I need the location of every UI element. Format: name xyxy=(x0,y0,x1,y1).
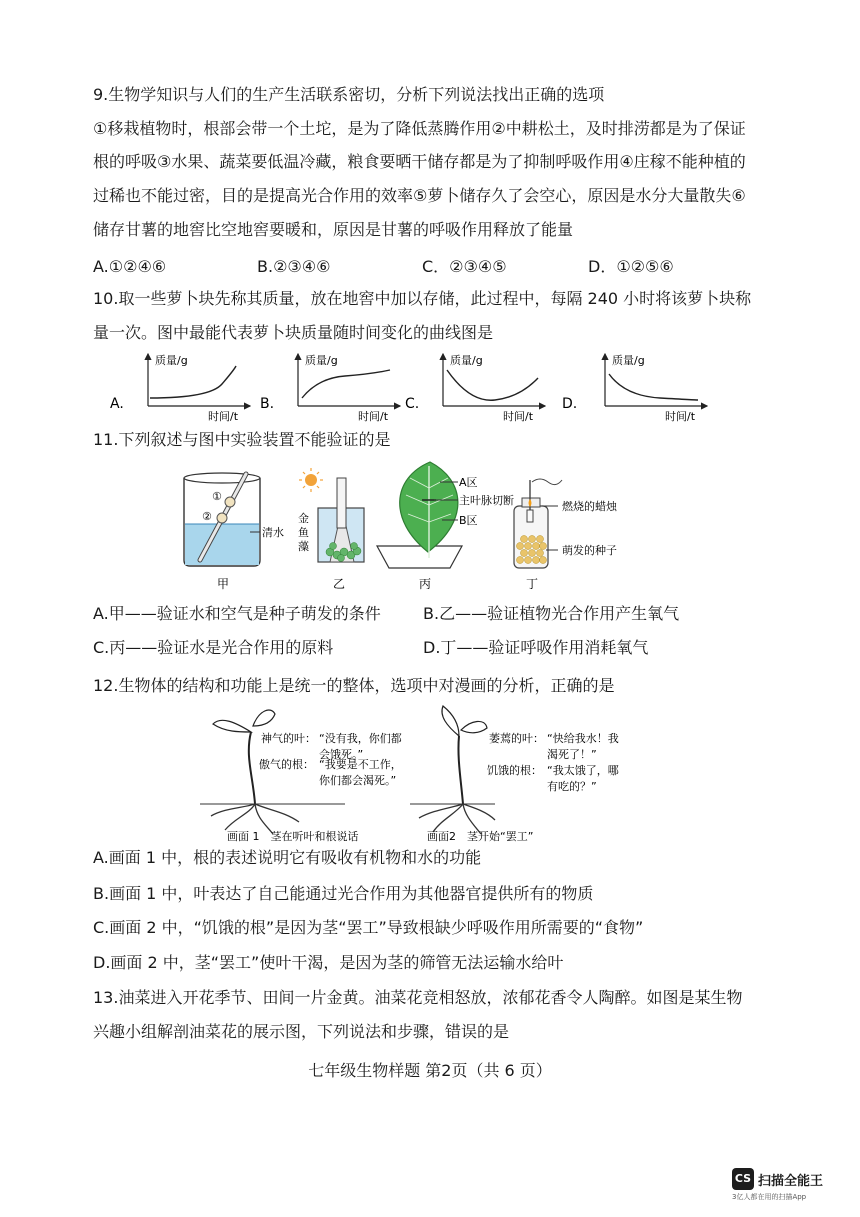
graph-a-xlabel: 时间/t xyxy=(208,410,239,423)
q11-option-a: A.甲——验证水和空气是种子萌发的条件 xyxy=(93,604,381,623)
graph-b-letter: B. xyxy=(260,396,275,412)
q11-option-c: C.丙——验证水是光合作用的原料 xyxy=(93,638,334,657)
q13-line-1: 13.油菜进入开花季节、田间一片金黄。油菜花竞相怒放，浓郁花香令人陶醉。如图是某生物 xyxy=(93,988,743,1007)
graph-d xyxy=(562,353,707,423)
graph-c-curve xyxy=(447,370,538,400)
p2-root-line1: “我太饿了，哪 xyxy=(547,764,619,777)
q9-option-c: C．②③④⑤ xyxy=(422,257,507,276)
q10-line-2: 量一次。图中最能代表萝卜块质量随时间变化的曲线图是 xyxy=(93,323,494,342)
graph-b-xlabel: 时间/t xyxy=(358,410,389,423)
p1-leaf-label: 神气的叶： xyxy=(261,732,316,745)
p2-leaf-line1: “快给我水！我 xyxy=(547,732,619,745)
comic-panel-2 xyxy=(410,706,619,843)
alga-label-1: 金 xyxy=(298,512,309,525)
q9-line-3: 过稀也不能过密，目的是提高光合作用的效率⑤萝卜储存久了会空心，原因是水分大量散失⑥ xyxy=(93,186,746,205)
graph-d-ylabel: 质量/g xyxy=(612,354,645,367)
p1-root-label: 傲气的根： xyxy=(259,758,314,771)
graph-b-curve xyxy=(302,370,390,398)
q9-line-2: 根的呼吸③水果、蔬菜要低温冷藏，粮食要晒干储存都是为了抑制呼吸作用④庄稼不能种植的 xyxy=(93,152,746,171)
q9-option-d: D．①②⑤⑥ xyxy=(588,257,674,276)
alga-label-2: 鱼 xyxy=(298,526,309,539)
seed-1-label: ① xyxy=(212,490,222,503)
q9-line-1: ①移栽植物时，根部会带一个土坨，是为了降低蒸腾作用②中耕松土，及时排涝都是为了保证 xyxy=(93,119,746,138)
q9-option-a: A.①②④⑥ xyxy=(93,257,167,276)
aquatic-plant-apparatus xyxy=(298,468,364,591)
q12-option-b: B.画面 1 中，叶表达了自己能通过光合作用为其他器官提供所有的物质 xyxy=(93,884,594,903)
zone-b-label: B区 xyxy=(459,514,478,527)
candle-jar-apparatus xyxy=(514,479,618,591)
q12-stem: 12.生物体的结构和功能上是统一的整体，选项中对漫画的分析，正确的是 xyxy=(93,676,615,695)
q11-option-b: B.乙——验证植物光合作用产生氧气 xyxy=(423,604,680,623)
label-yi: 乙 xyxy=(333,577,346,591)
scanner-logo-icon: CS xyxy=(732,1168,754,1190)
graph-c-letter: C. xyxy=(405,396,420,412)
q9-option-b: B.②③④⑥ xyxy=(257,257,331,276)
graph-c xyxy=(405,353,545,423)
vein-label: 主叶脉切断 xyxy=(459,494,514,507)
graph-d-xlabel: 时间/t xyxy=(665,410,696,423)
zone-a-label: A区 xyxy=(459,476,478,489)
graph-b xyxy=(260,353,400,423)
graph-a-curve xyxy=(150,366,236,398)
q13-line-2: 兴趣小组解剖油菜花的展示图，下列说法和步骤，错误的是 xyxy=(93,1022,510,1041)
scanner-tagline: 3亿人都在用的扫描App xyxy=(732,1193,807,1201)
q11-stem: 11.下列叙述与图中实验装置不能验证的是 xyxy=(93,430,391,449)
leaf-apparatus xyxy=(377,462,514,591)
page-footer: 七年级生物样题 第2页（共 6 页） xyxy=(308,1061,552,1080)
graph-b-ylabel: 质量/g xyxy=(305,354,338,367)
graph-a-ylabel: 质量/g xyxy=(155,354,188,367)
sun-icon xyxy=(305,474,317,486)
q12-option-d: D.画面 2 中，茎“罢工”使叶干渴，是因为茎的筛管无法运输水给叶 xyxy=(93,953,564,972)
p1-caption: 画面 1 茎在听叶和根说话 xyxy=(227,830,359,843)
candle-label: 燃烧的蜡烛 xyxy=(562,500,617,513)
water-label: 清水 xyxy=(262,526,284,539)
graph-c-ylabel: 质量/g xyxy=(450,354,483,367)
p2-leaf-label: 萎蔫的叶： xyxy=(489,732,544,745)
seed-2-label: ② xyxy=(202,510,212,523)
label-bing: 丙 xyxy=(419,577,432,591)
beaker-apparatus xyxy=(184,473,284,591)
graph-a-letter: A. xyxy=(110,396,124,412)
graph-d-curve xyxy=(609,374,698,400)
graph-d-letter: D. xyxy=(562,396,578,412)
p2-caption: 画面2 茎开始“罢工” xyxy=(427,830,534,843)
q12-option-c: C.画面 2 中，“饥饿的根”是因为茎“罢工”导致根缺少呼吸作用所需要的“食物” xyxy=(93,918,644,937)
q11-figure xyxy=(170,460,690,595)
scanner-watermark xyxy=(732,1168,842,1202)
p2-root-line2: 有吃的？” xyxy=(547,780,597,793)
q9-line-4: 储存甘薯的地窖比空地窖要暖和，原因是甘薯的呼吸作用释放了能量 xyxy=(93,220,574,239)
p1-leaf-line2: 会饿死。” xyxy=(319,748,364,761)
q9-stem: 9.生物学知识与人们的生产生活联系密切，分析下列说法找出正确的选项 xyxy=(93,85,605,104)
graph-c-xlabel: 时间/t xyxy=(503,410,534,423)
comic-panel-1 xyxy=(200,710,402,843)
scanner-app-name: 扫描全能王 xyxy=(758,1173,824,1189)
p2-root-label: 饥饿的根： xyxy=(487,764,542,777)
p1-root-line2: 你们都会渴死。” xyxy=(319,774,397,787)
q12-comic xyxy=(195,696,625,844)
alga-label-3: 藻 xyxy=(298,540,309,553)
label-jia: 甲 xyxy=(217,577,230,591)
q12-option-a: A.画面 1 中，根的表述说明它有吸收有机物和水的功能 xyxy=(93,848,482,867)
p1-leaf-line1: “没有我，你们都 xyxy=(319,732,402,745)
label-ding: 丁 xyxy=(526,577,539,591)
graph-a xyxy=(110,353,250,423)
q10-line-1: 10.取一些萝卜块先称其质量，放在地窖中加以存储，此过程中，每隔 240 小时将该萝卜块称 xyxy=(93,289,752,308)
q11-option-d: D.丁——验证呼吸作用消耗氧气 xyxy=(423,638,649,657)
seeds-label: 萌发的种子 xyxy=(562,544,617,557)
p1-root-line1: “我要是不工作， xyxy=(319,758,402,771)
p2-leaf-line2: 渴死了！” xyxy=(547,748,597,761)
q10-graphs xyxy=(100,348,720,430)
